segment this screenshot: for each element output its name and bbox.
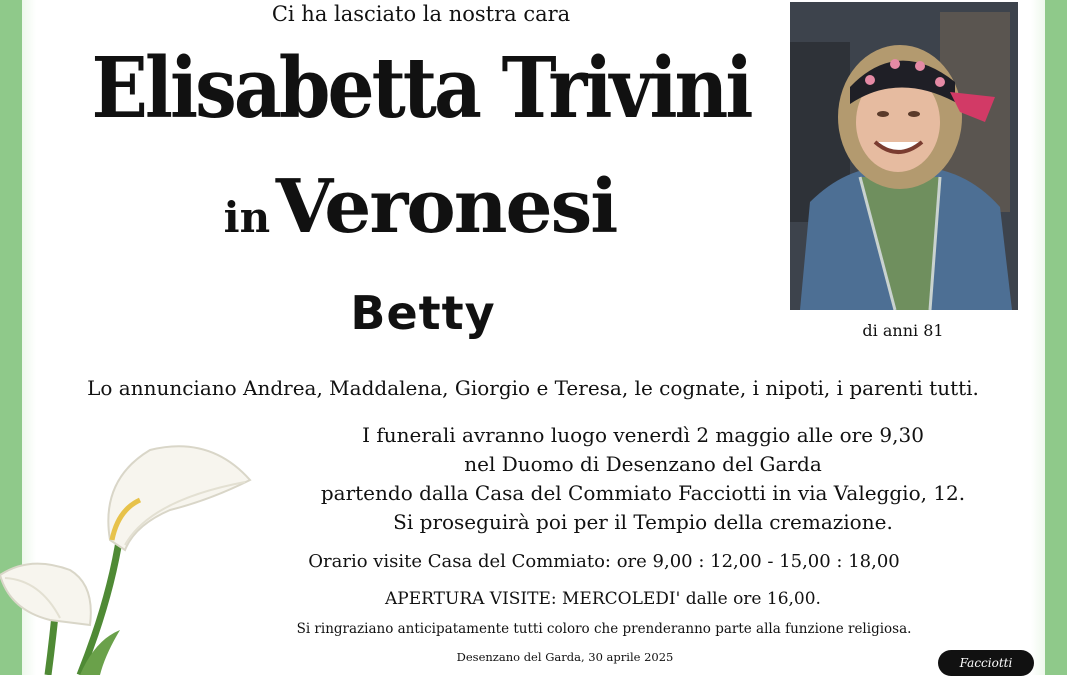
intro-text: Ci ha lasciato la nostra cara — [271, 2, 571, 26]
announcement-text: Lo annunciano Andrea, Maddalena, Giorgio e Teresa, le cognate, i nipoti, i parenti tutti. — [87, 376, 979, 400]
funeral-line: nel Duomo di Desenzano del Garda — [464, 452, 822, 476]
funeral-line: Si proseguirà poi per il Tempio della cremazione. — [393, 510, 893, 534]
funeral-home-logo — [938, 650, 1034, 676]
married-surname: Veronesi — [275, 164, 617, 250]
funeral-line: I funerali avranno luogo venerdì 2 maggio alle ore 9,30 — [362, 423, 924, 447]
visiting-hours: Orario visite Casa del Commiato: ore 9,00 : 12,00 - 15,00 : 18,00 — [308, 551, 900, 572]
portrait-photo — [790, 2, 1018, 310]
opening-visits: APERTURA VISITE: MERCOLEDI' dalle ore 16,00. — [385, 589, 821, 609]
age-label: di anni 81 — [862, 321, 944, 340]
funeral-line: partendo dalla Casa del Commiato Facciotti in via Valeggio, 12. — [320, 481, 966, 505]
married-prefix: in — [223, 193, 271, 242]
funeral-details — [321, 421, 965, 537]
calla-lily-illustration — [0, 440, 260, 675]
nickname: Betty — [350, 286, 496, 340]
deceased-name: Elisabetta Trivini — [91, 40, 751, 138]
married-name-line — [224, 164, 617, 250]
logo-text: Facciotti — [959, 656, 1013, 670]
thanks-text: Si ringraziano anticipatamente tutti coloro che prenderanno parte alla funzione religiosa. — [296, 621, 912, 637]
portrait-illustration — [790, 2, 1018, 310]
place-date: Desenzano del Garda, 30 aprile 2025 — [456, 650, 674, 664]
